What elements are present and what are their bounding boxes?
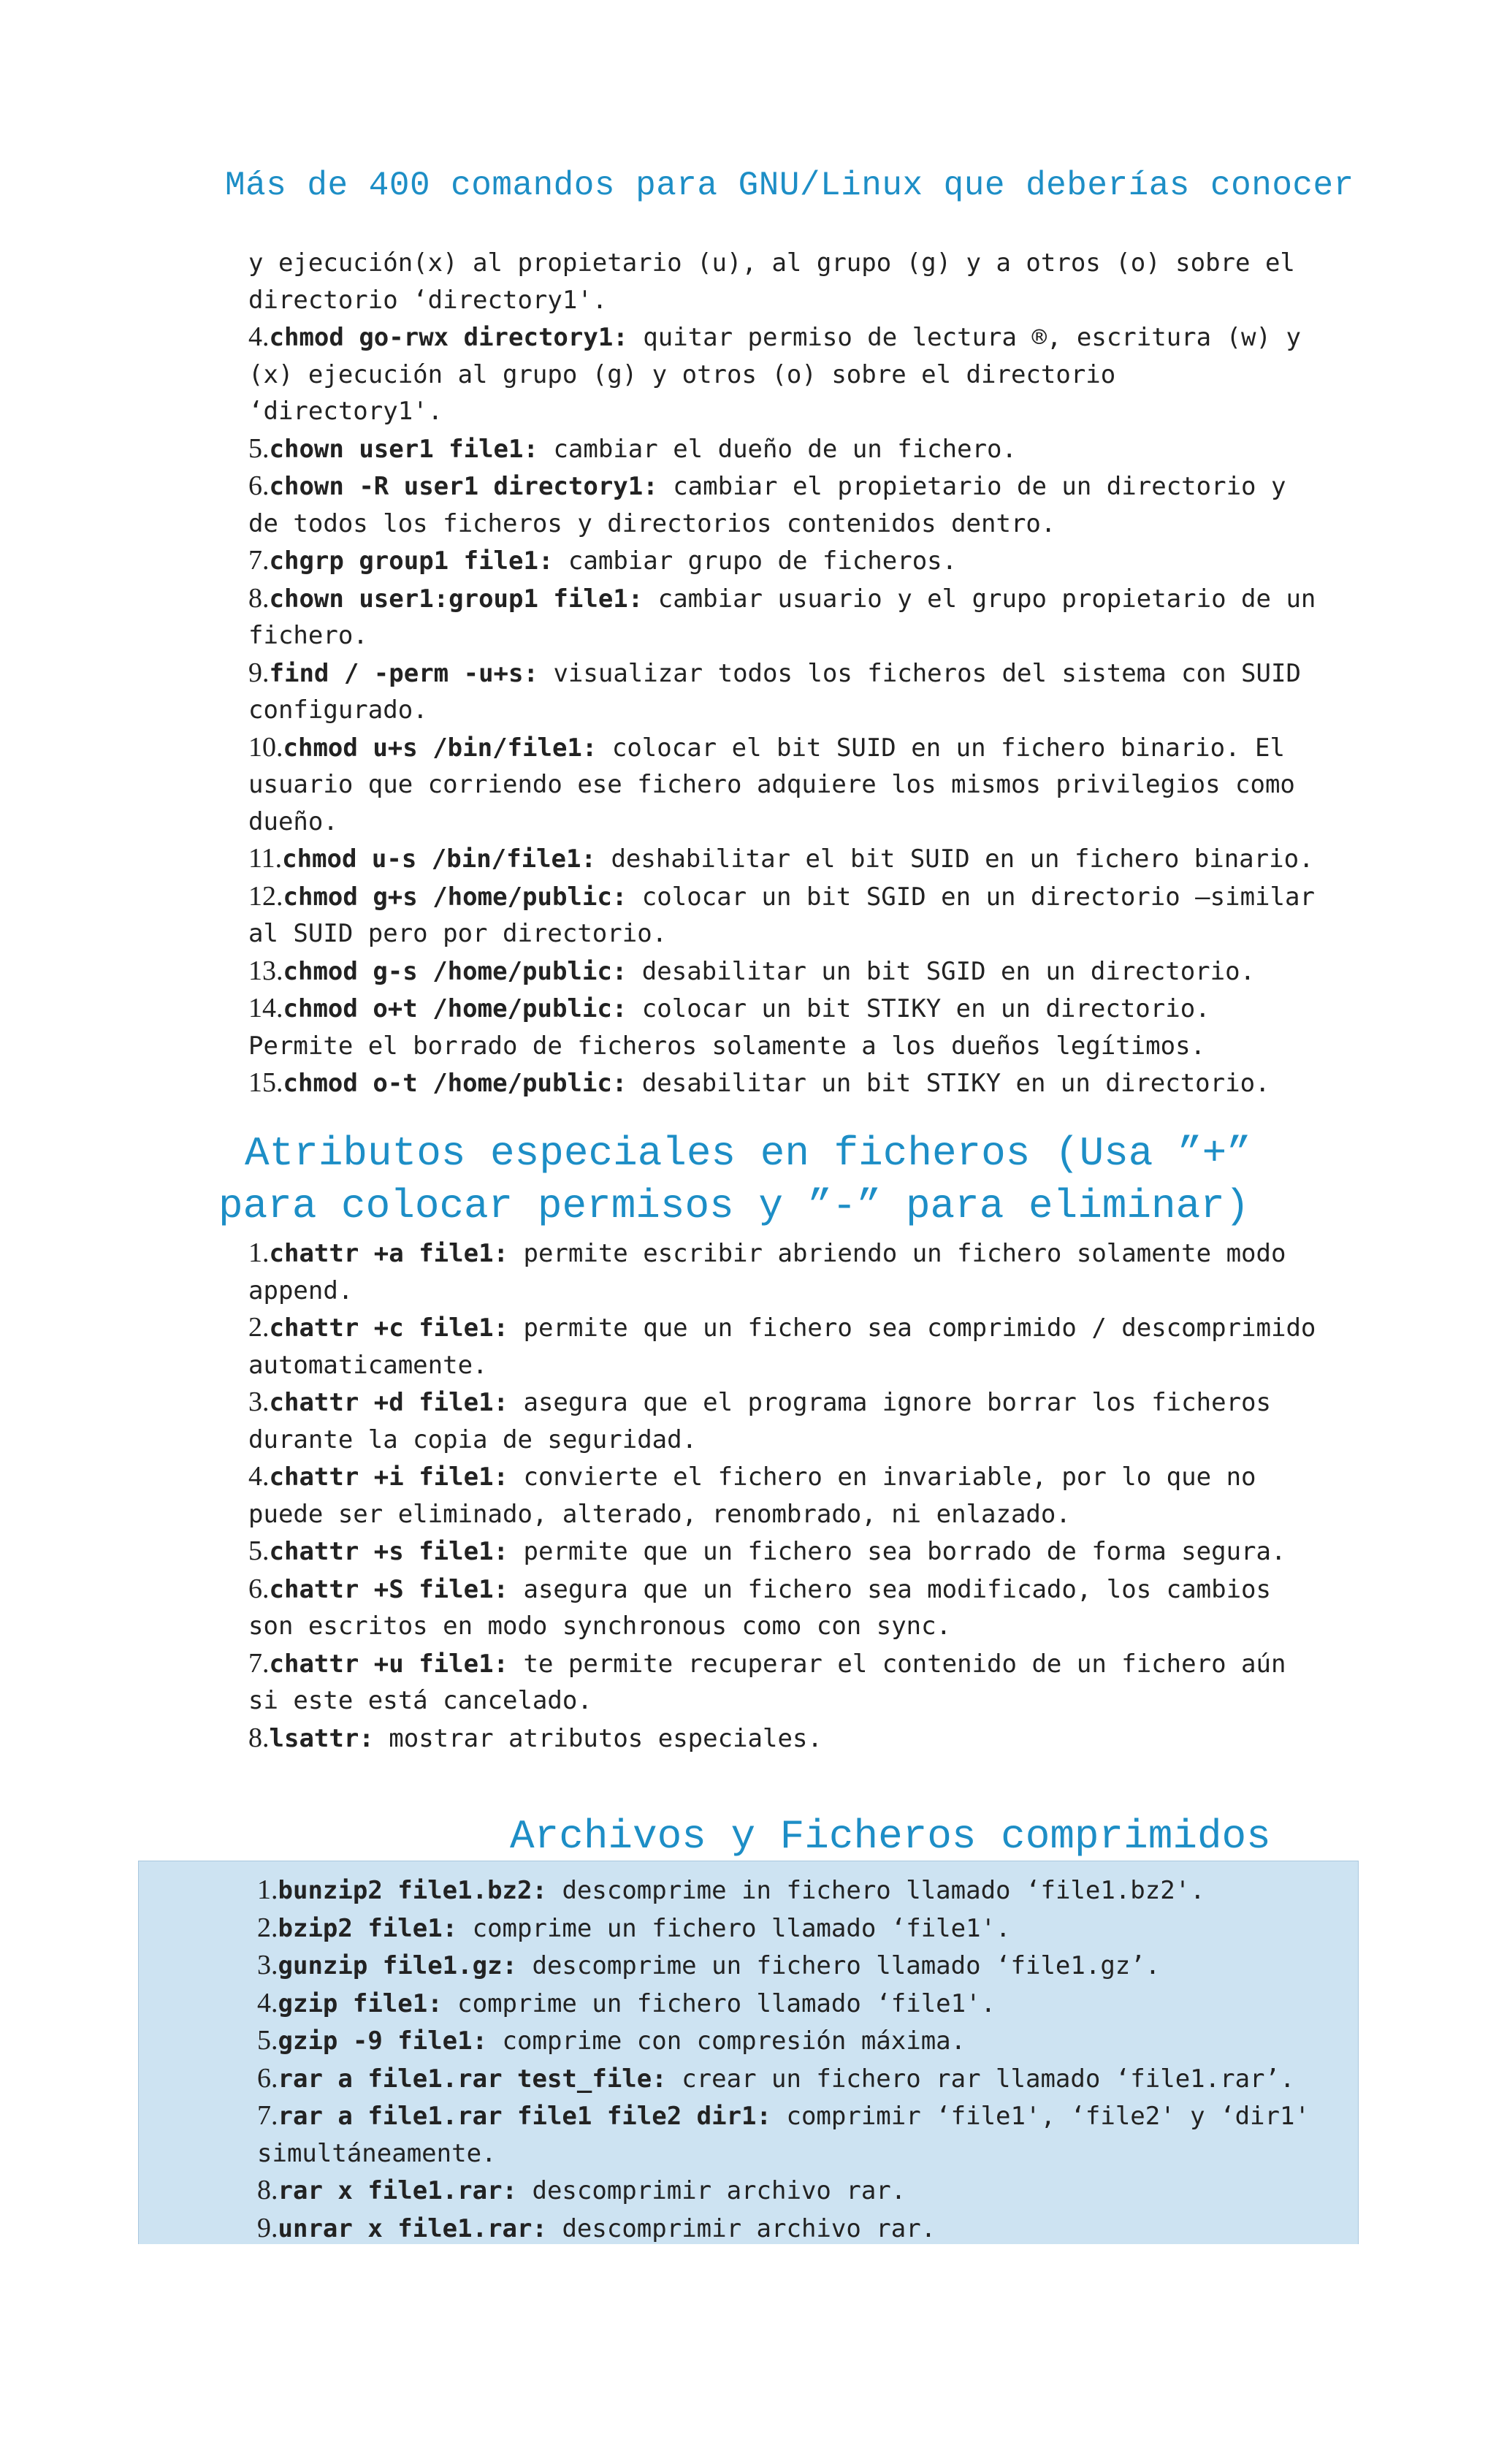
description: descomprime un fichero llamado ‘file1.gz’.: [517, 1951, 1161, 1980]
list-item-continuation: [248, 1273, 1373, 1310]
item-number: 8.: [257, 2175, 278, 2205]
list-item: [257, 2210, 1382, 2248]
description: asegura que un fichero sea modificado, los cambios: [508, 1574, 1271, 1604]
list-item: [248, 542, 1373, 580]
command: chattr +S file1:: [269, 1574, 509, 1604]
list-item-continuation: [248, 506, 1373, 543]
description: colocar un bit SGID en un directorio –similar: [627, 882, 1315, 912]
item-number: 2.: [257, 1912, 278, 1943]
command: rar a file1.rar test_file:: [278, 2064, 667, 2094]
command: chown -R user1 directory1:: [269, 472, 658, 501]
command: unrar x file1.rar:: [278, 2213, 547, 2243]
item-number: 4.: [257, 1987, 278, 2018]
description: descomprime in fichero llamado ‘file1.bz2'.: [546, 1876, 1205, 1905]
list-item: [257, 2172, 1382, 2210]
description: desabilitar un bit STIKY en un directorio.: [627, 1069, 1270, 1098]
description: al SUID pero por directorio.: [248, 919, 668, 948]
item-number: 9.: [248, 657, 270, 688]
command: bunzip2 file1.bz2:: [278, 1876, 547, 1905]
description: comprime un fichero llamado ‘file1'.: [442, 1988, 996, 2018]
description: y ejecución(x) al propietario (u), al grupo (g) y a otros (o) sobre el: [248, 248, 1295, 278]
command: chmod go-rwx directory1:: [269, 323, 628, 352]
command: chmod g-s /home/public:: [283, 956, 627, 986]
permissions-list: [248, 245, 1373, 1102]
command: gzip -9 file1:: [278, 2026, 488, 2056]
description: automaticamente.: [248, 1350, 488, 1380]
attributes-heading-line2: para colocar permisos y ”-” para eliminar): [218, 1183, 1250, 1229]
list-item-continuation: [248, 1422, 1373, 1459]
description: cambiar el dueño de un fichero.: [538, 434, 1017, 464]
command: rar a file1.rar file1 file2 dir1:: [278, 2102, 772, 2131]
description: usuario que corriendo ese fichero adquiere los mismos privilegios como: [248, 770, 1295, 799]
list-item: [248, 1645, 1373, 1683]
command: chattr +c file1:: [269, 1313, 509, 1343]
item-number: 13.: [248, 955, 283, 986]
list-item-continuation: [248, 356, 1373, 394]
attributes-heading-line1: Atributos especiales en ficheros (Usa ”+”: [245, 1130, 1251, 1177]
list-item: [248, 655, 1373, 693]
list-item: [257, 2060, 1382, 2098]
command: chmod g+s /home/public:: [283, 882, 627, 912]
list-item: [248, 1533, 1373, 1571]
item-number: 5.: [248, 1536, 270, 1566]
command: bzip2 file1:: [278, 1913, 458, 1943]
description: directorio ‘directory1'.: [248, 285, 608, 315]
command: chattr +a file1:: [269, 1239, 509, 1268]
command: chmod u+s /bin/file1:: [283, 733, 598, 763]
list-item: [257, 2097, 1382, 2135]
description: (x) ejecución al grupo (g) y otros (o) sobre el directorio: [248, 359, 1116, 389]
item-number: 6.: [248, 1573, 270, 1604]
list-item-continuation: [248, 1608, 1373, 1645]
list-item: [248, 840, 1373, 878]
list-item-continuation: [248, 915, 1373, 953]
item-number: 8.: [248, 582, 270, 614]
description: son escritos en modo synchronous como con sync.: [248, 1611, 952, 1641]
list-item: [248, 878, 1373, 916]
item-number: 6.: [257, 2062, 278, 2094]
item-number: 15.: [248, 1067, 283, 1098]
description: visualizar todos los ficheros del sistema con SUID: [538, 658, 1301, 688]
command: rar x file1.rar:: [278, 2176, 518, 2205]
list-item-continuation: [248, 393, 1373, 430]
list-item-continuation: [248, 804, 1373, 841]
item-number: 12.: [248, 880, 283, 912]
item-number: 14.: [248, 993, 283, 1023]
item-number: 5.: [257, 2025, 278, 2056]
list-item: [248, 1309, 1373, 1347]
page-title: Más de 400 comandos para GNU/Linux que deberías conocer: [225, 167, 1354, 205]
item-number: 7.: [248, 1647, 270, 1679]
list-item: [257, 1985, 1382, 2023]
list-item: [257, 2022, 1382, 2060]
description: mostrar atributos especiales.: [373, 1723, 823, 1753]
description: permite escribir abriendo un fichero solamente modo: [508, 1239, 1286, 1268]
description: cambiar el propietario de un directorio y: [657, 472, 1286, 501]
description: deshabilitar el bit SUID en un fichero binario.: [595, 844, 1314, 874]
list-item-continuation: [248, 617, 1373, 655]
command: lsattr:: [269, 1723, 374, 1753]
list-item-continuation: [248, 1347, 1373, 1384]
item-number: 3.: [248, 1387, 270, 1417]
item-number: 10.: [248, 731, 283, 763]
item-number: 11.: [248, 843, 283, 874]
compressed-heading: Archivos y Ficheros comprimidos: [510, 1813, 1271, 1860]
item-number: 8.: [248, 1722, 270, 1753]
list-item: [248, 953, 1373, 991]
item-number: 6.: [248, 470, 270, 501]
description: quitar permiso de lectura ®, escritura (w) y: [627, 323, 1301, 352]
list-item: [248, 580, 1373, 618]
item-number: 1.: [257, 1874, 278, 1905]
description: cambiar usuario y el grupo propietario de un: [643, 584, 1316, 614]
command: chattr +i file1:: [269, 1462, 509, 1492]
command: chattr +d file1:: [269, 1388, 509, 1417]
list-item-continuation: [248, 245, 1373, 282]
list-item-continuation: [248, 766, 1373, 804]
list-item: [248, 1458, 1373, 1496]
command: chmod o-t /home/public:: [283, 1069, 627, 1098]
list-item: [248, 1384, 1373, 1422]
description: permite que un fichero sea borrado de forma segura.: [508, 1537, 1286, 1566]
description: convierte el fichero en invariable, por lo que no: [508, 1462, 1256, 1492]
item-number: 9.: [257, 2212, 278, 2243]
list-item: [248, 430, 1373, 468]
description: comprime un fichero llamado ‘file1'.: [457, 1913, 1011, 1943]
description: comprime con compresión máxima.: [487, 2026, 966, 2056]
command: chmod u-s /bin/file1:: [282, 844, 596, 874]
command: chgrp group1 file1:: [269, 546, 554, 576]
description: fichero.: [248, 621, 368, 650]
list-item-continuation: [248, 1682, 1373, 1720]
command: chmod o+t /home/public:: [283, 994, 627, 1023]
description: descomprimir archivo rar.: [546, 2213, 936, 2243]
list-item: [248, 729, 1373, 767]
list-item: [248, 990, 1373, 1028]
description: Permite el borrado de ficheros solamente a los dueños legítimos.: [248, 1031, 1206, 1061]
description: durante la copia de seguridad.: [248, 1424, 698, 1454]
list-item-continuation: [248, 1028, 1373, 1065]
item-number: 5.: [248, 432, 270, 464]
command: chattr +u file1:: [269, 1649, 509, 1679]
description: asegura que el programa ignore borrar los ficheros: [508, 1388, 1271, 1417]
list-item: [248, 1235, 1373, 1273]
description: permite que un fichero sea comprimido / descomprimido: [508, 1313, 1316, 1343]
list-item: [257, 1910, 1382, 1948]
list-item: [248, 1064, 1373, 1102]
item-number: 3.: [257, 1950, 278, 1980]
list-item: [257, 1872, 1382, 1910]
item-number: 7.: [257, 2100, 278, 2131]
description: colocar un bit STIKY en un directorio.: [627, 994, 1210, 1023]
list-item: [248, 1720, 1373, 1758]
list-item-continuation: [248, 1496, 1373, 1533]
command: gunzip file1.gz:: [278, 1951, 518, 1980]
description: comprimir ‘file1', ‘file2' y ‘dir1': [771, 2102, 1310, 2131]
description: colocar el bit SUID en un fichero binario. El: [597, 733, 1285, 763]
description: puede ser eliminado, alterado, renombrado, ni enlazado.: [248, 1499, 1071, 1529]
command: chown user1:group1 file1:: [269, 584, 644, 614]
item-number: 2.: [248, 1312, 270, 1343]
command: gzip file1:: [278, 1988, 443, 2018]
list-item: [248, 1571, 1373, 1609]
attributes-list: [248, 1235, 1373, 1757]
command: chattr +s file1:: [269, 1537, 509, 1566]
item-number: 1.: [248, 1237, 270, 1268]
item-number: 7.: [248, 545, 270, 576]
command: chown user1 file1:: [269, 434, 538, 464]
item-number: 4.: [248, 321, 270, 352]
description: cambiar grupo de ficheros.: [553, 546, 958, 576]
description: de todos los ficheros y directorios contenidos dentro.: [248, 508, 1056, 538]
list-item-continuation: [248, 282, 1373, 319]
description: ‘directory1'.: [248, 397, 443, 426]
description: dueño.: [248, 806, 338, 836]
list-item-continuation: [257, 2135, 1382, 2173]
list-item: [248, 319, 1373, 356]
description: te permite recuperar el contenido de un fichero aún: [508, 1649, 1286, 1679]
list-item: [257, 1947, 1382, 1985]
description: descomprimir archivo rar.: [517, 2176, 907, 2205]
compressed-list: [257, 1872, 1382, 2247]
description: desabilitar un bit SGID en un directorio.: [627, 956, 1256, 986]
description: simultáneamente.: [257, 2138, 497, 2168]
description: append.: [248, 1275, 354, 1305]
list-item: [248, 468, 1373, 506]
command: find / -perm -u+s:: [269, 658, 538, 688]
description: configurado.: [248, 695, 428, 725]
list-item-continuation: [248, 692, 1373, 729]
description: crear un fichero rar llamado ‘file1.rar’.: [666, 2064, 1295, 2094]
description: si este está cancelado.: [248, 1686, 592, 1715]
item-number: 4.: [248, 1461, 270, 1492]
